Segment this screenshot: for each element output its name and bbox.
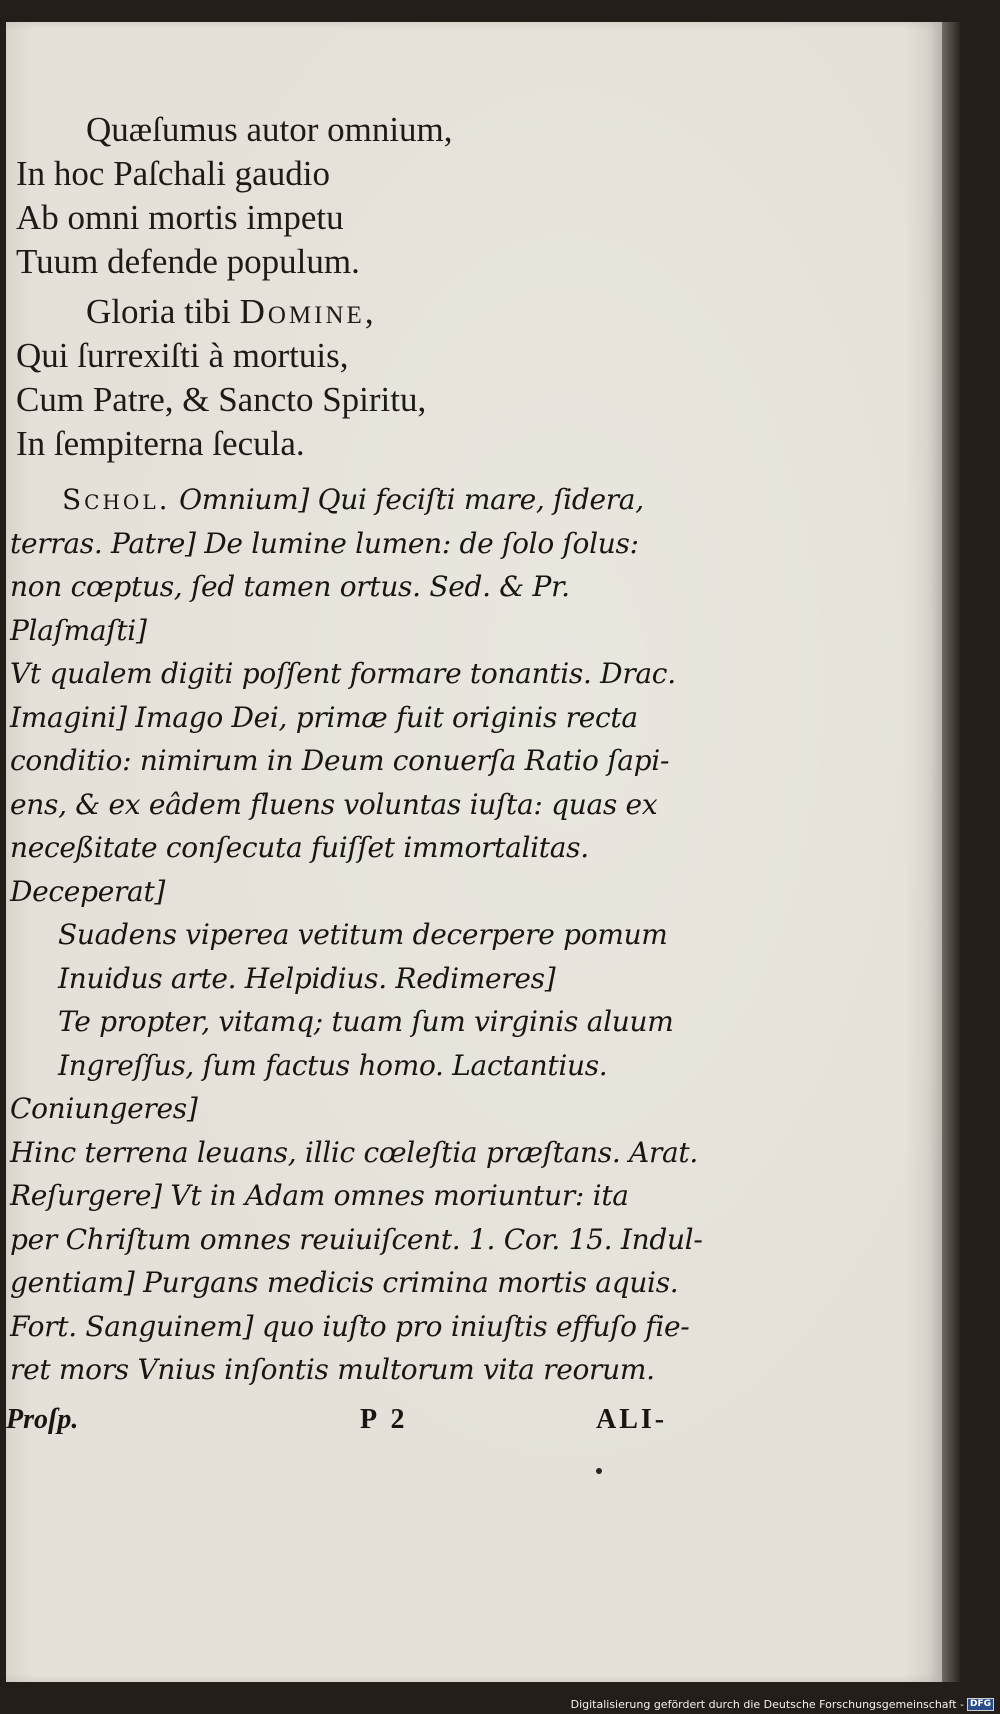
hymn-verse	[16, 108, 916, 466]
schol-line: non cœptus, ſed tamen ortus. Sed. & Pr.	[10, 570, 570, 603]
scholia-commentary	[10, 478, 703, 1392]
ink-dot	[596, 1468, 602, 1474]
schol-line: terras. Patre] De lumine lumen: de ſolo ſolus:	[10, 526, 639, 560]
schol-line: Deceperat]	[10, 874, 166, 908]
verse-line: In hoc Paſchali gaudio	[16, 154, 330, 193]
dfg-footer	[571, 1698, 994, 1712]
schol-line: per Chriſtum omnes reuiuiſcent. 1. Cor. 15. Indul-	[10, 1222, 703, 1256]
schol-line: gentiam] Purgans medicis crimina mortis aquis.	[10, 1266, 679, 1299]
verse-punct: ,	[364, 292, 374, 331]
schol-line: neceßitate conſecuta fuiſſet immortalitas.	[10, 831, 589, 864]
schol-label: Schol.	[62, 483, 171, 516]
verse-line: Tuum defende populum.	[16, 242, 360, 281]
signature-mark: P 2	[360, 1404, 409, 1435]
schol-line: ret mors Vnius inſontis multorum vita reorum.	[10, 1353, 655, 1386]
verse-text: Gloria tibi	[86, 292, 240, 331]
schol-line: Plaſmaſti]	[10, 613, 147, 647]
schol-line: conditio: nimirum in Deum conuerſa Ratio ſapi-	[10, 744, 670, 777]
footer-text: Digitalisierung gefördert durch die Deutsche Forschungsgemeinschaft -	[570, 1697, 964, 1711]
schol-quote-line: Te propter, vitamq; tuam ſum virginis aluum	[58, 1005, 674, 1038]
verse-line: In ſempiterna ſecula.	[16, 424, 305, 463]
verse-line-doxology	[16, 290, 916, 334]
schol-line: Hinc terrena leuans, illic cœleſtia præſtans. Arat.	[10, 1135, 698, 1169]
schol-line: Vt qualem digiti poſſent formare tonantis. Drac.	[10, 657, 676, 690]
verse-line: Qui ſurrexiſti à mortuis,	[16, 336, 349, 375]
schol-line: ens, & ex eâdem fluens voluntas iuſta: quas ex	[10, 787, 658, 821]
schol-source: Proſp.	[6, 1404, 79, 1435]
schol-line: Reſurgere] Vt in Adam omnes moriuntur: ita	[10, 1179, 629, 1212]
verse-line: Quæſumus autor omnium,	[86, 110, 453, 149]
page-edge-shadow	[942, 22, 960, 1682]
schol-line: Fort. Sanguinem] quo iuſto pro iniuſtis effuſo fie-	[10, 1309, 690, 1343]
schol-line: Imagini] Imago Dei, primæ fuit originis recta	[10, 700, 638, 734]
verse-line: Ab omni mortis impetu	[16, 198, 344, 237]
schol-text: Omnium] Qui feciſti mare, ſidera,	[179, 483, 644, 516]
schol-quote-line: Inuidus arte. Helpidius. Redimeres]	[58, 961, 556, 995]
schol-line	[10, 478, 700, 522]
schol-line: Coniungeres]	[10, 1092, 198, 1125]
verse-smallcaps: Domine	[239, 292, 365, 331]
dfg-logo: DFG	[967, 1698, 994, 1711]
verse-line: Cum Patre, & Sancto Spiritu,	[16, 380, 427, 419]
schol-quote-line: Suadens viperea vetitum decerpere pomum	[58, 918, 668, 951]
catchword: ALI-	[596, 1404, 668, 1435]
schol-quote-line: Ingreſſus, ſum factus homo. Lactantius.	[58, 1048, 608, 1082]
